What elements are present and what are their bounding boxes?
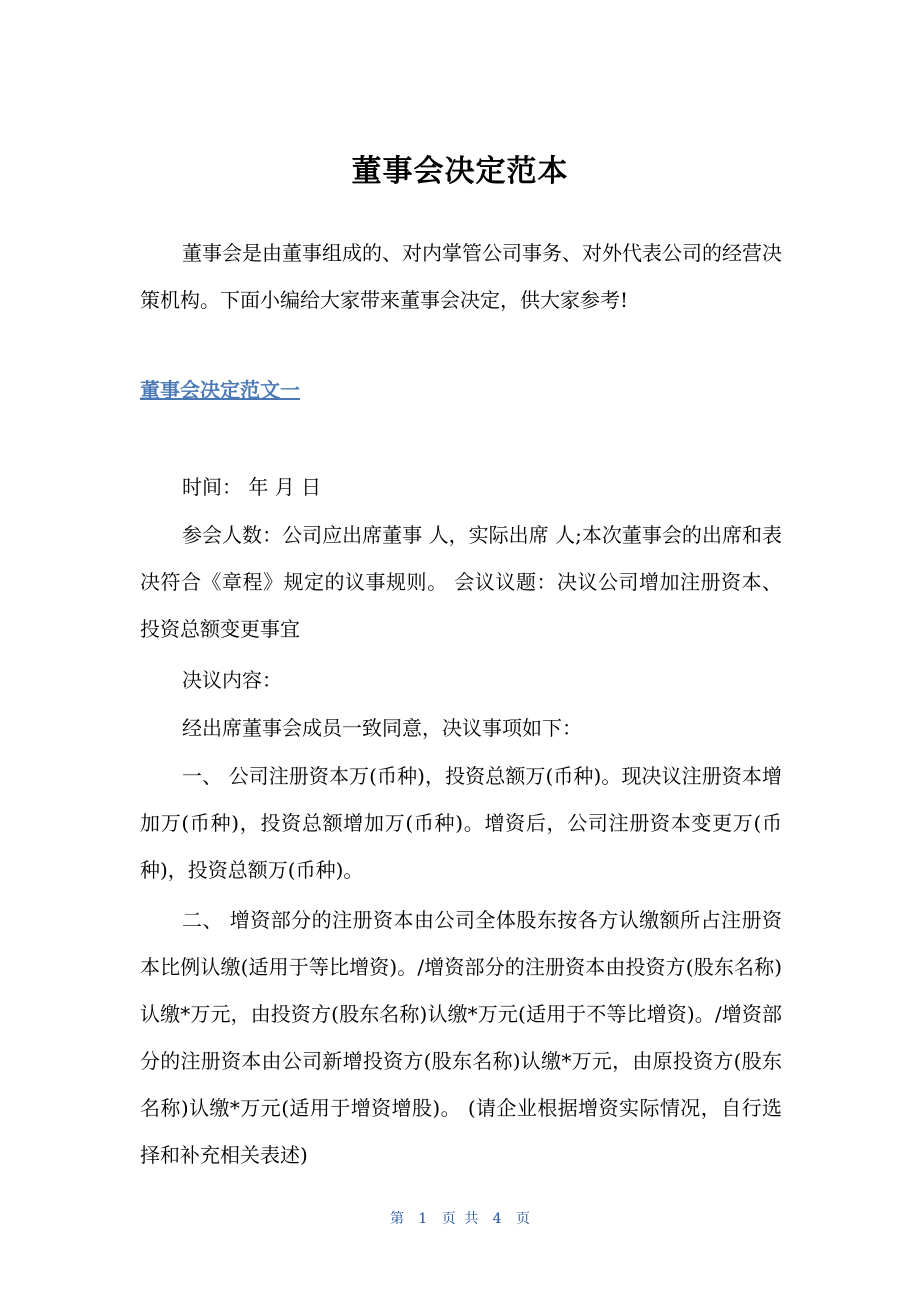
item-two-paragraph: 二、 增资部分的注册资本由公司全体股东按各方认缴额所占注册资本比例认缴(适用于等比增资)。/增资部分的注册资本由投资方(股东名称)认缴*万元，由投资方(股东名称)认缴*万元(适用于不等比增资)。/增资部分的注册资本由公司新增投资方(股东名称)认缴*万元，由原投资方(股东名称)认缴*万元(适用于增资增股)。 (请企业根据增资实际情况，自行选择和补充相关表述) <box>140 908 782 1167</box>
footer-suffix: 页 <box>516 1211 531 1227</box>
page-footer <box>0 1208 920 1228</box>
footer-prefix: 第 <box>389 1211 404 1227</box>
footer-page-number: 1 <box>418 1211 428 1227</box>
consensus-paragraph: 经出席董事会成员一致同意，决议事项如下： <box>182 716 582 740</box>
intro-paragraph: 董事会是由董事组成的、对内掌管公司事务、对外代表公司的经营决策机构。下面小编给大家带来董事会决定，供大家参考! <box>140 241 782 312</box>
attendance-paragraph: 参会人数：公司应出席董事 人，实际出席 人;本次董事会的出席和表决符合《章程》规定的议事规则。 会议议题：决议公司增加注册资本、投资总额变更事宜 <box>140 523 782 641</box>
footer-middle: 页 共 <box>441 1211 479 1227</box>
document-title: 董事会决定范本 <box>351 154 569 189</box>
section-link-sample-one[interactable]: 董事会决定范文一 <box>140 378 300 402</box>
resolution-label: 决议内容： <box>182 668 282 692</box>
item-one-paragraph: 一、 公司注册资本万(币种)，投资总额万(币种)。现决议注册资本增加万(币种)，投资总额增加万(币种)。增资后，公司注册资本变更万(币种)，投资总额万(币种)。 <box>140 764 782 882</box>
footer-total-pages: 4 <box>492 1211 502 1227</box>
time-line: 时间： 年 月 日 <box>182 475 322 499</box>
